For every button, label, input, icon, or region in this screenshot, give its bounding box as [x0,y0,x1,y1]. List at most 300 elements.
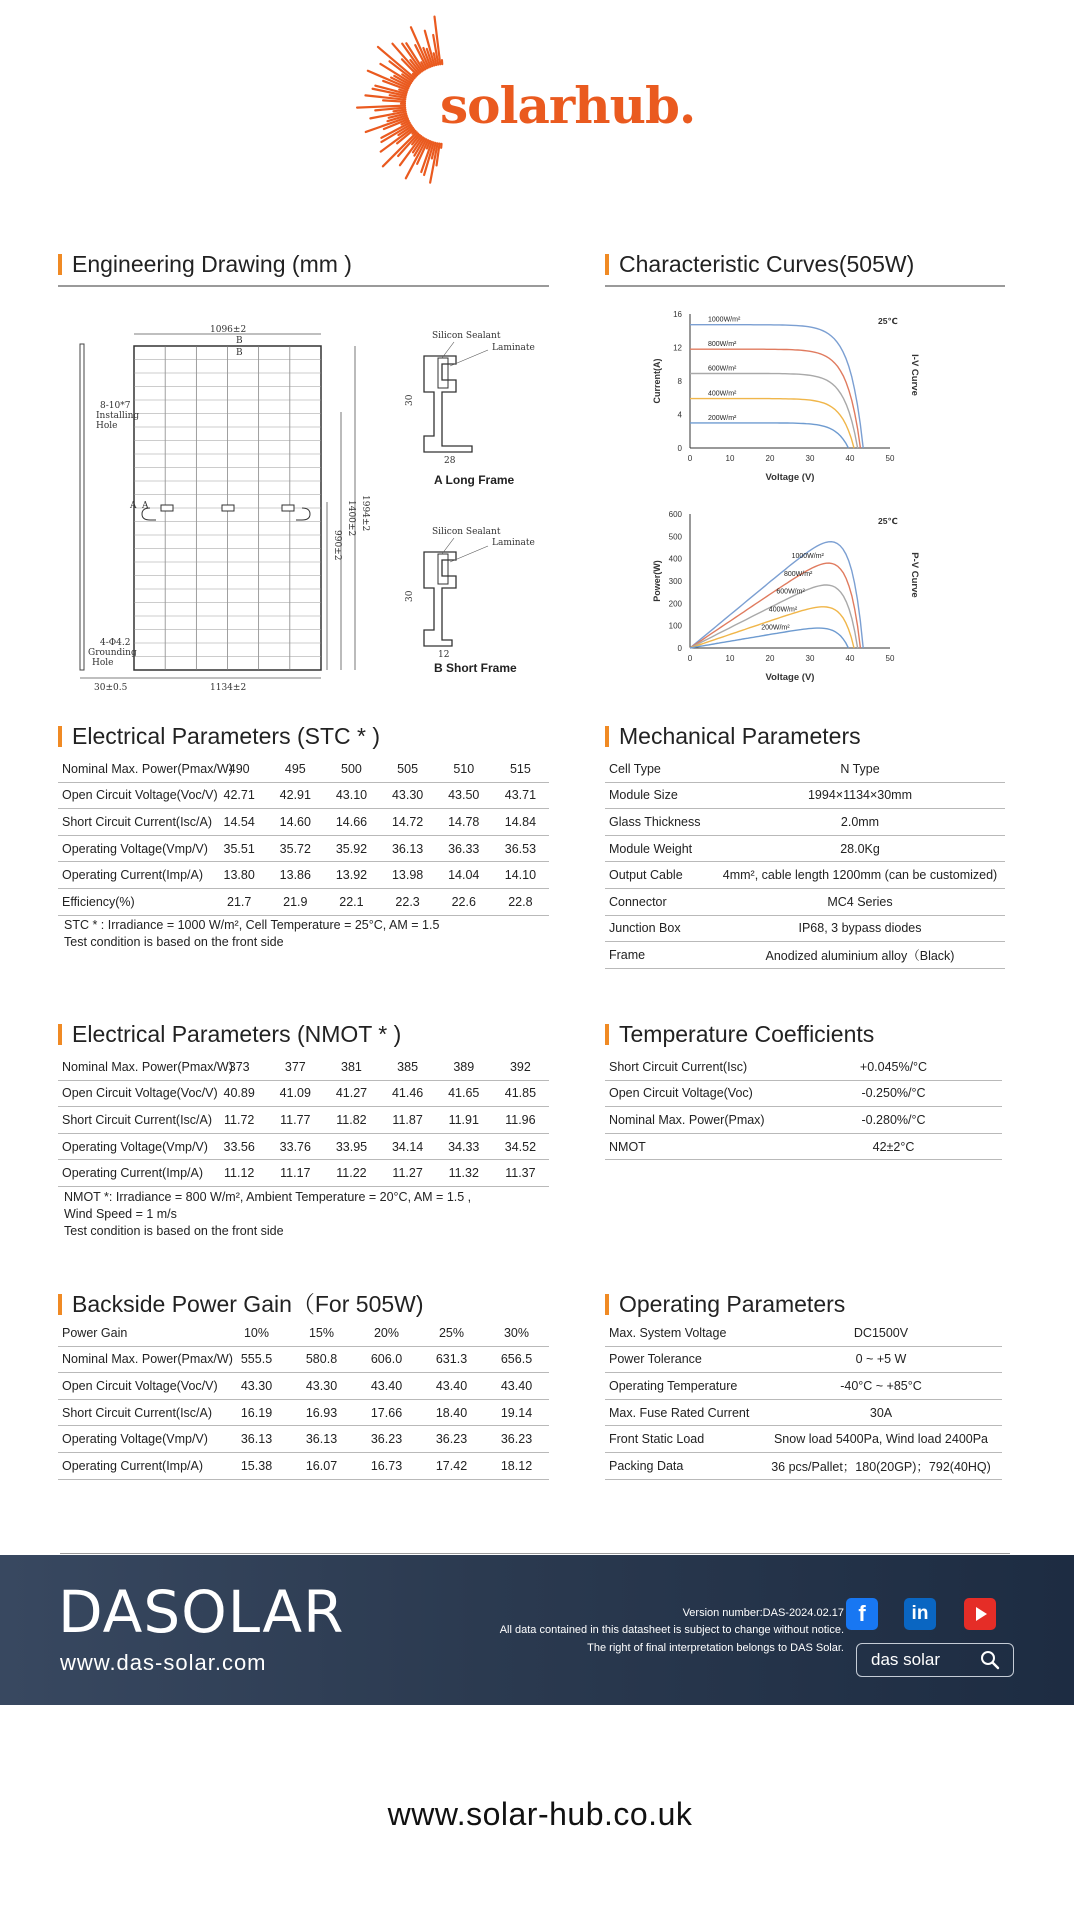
series-label: 1000W/m² [791,553,824,561]
cell-value: 19.14 [484,1399,549,1426]
cell-value: 13.80 [211,862,267,889]
table-row [605,1426,1002,1453]
row-label: Nominal Max. Power(Pmax/W) [58,756,211,782]
cell-value: 15% [289,1320,354,1346]
cell-value: 33.76 [267,1133,323,1160]
cell-value: 13.92 [323,862,379,889]
junction-box [282,505,294,511]
cell-value: 10% [224,1320,289,1346]
row-label: Short Circuit Current(Isc) [605,1054,785,1080]
dim-12: 12 [438,650,450,660]
cell-value: 11.37 [492,1160,549,1187]
cell-value: 36 pcs/Pallet；180(20GP)；792(40HQ) [760,1452,1002,1479]
cell-value: 606.0 [354,1346,419,1373]
series-label: 400W/m² [708,390,737,398]
cell-value: 11.22 [323,1160,379,1187]
cell-value: 495 [267,756,323,782]
das-solar-logo: DASOLAR [58,1578,345,1646]
row-label: Power Gain [58,1320,224,1346]
table-row [58,1320,549,1346]
table-row [605,1054,1002,1080]
cell-value: 14.04 [436,862,492,889]
table-row [605,1107,1002,1134]
x-axis-label: Voltage (V) [765,672,815,683]
cell-value: 36.23 [419,1426,484,1453]
table-row [58,1107,549,1134]
temperature-annotation: 25℃ [878,316,898,326]
cell-value: 41.46 [380,1080,436,1107]
x-tick-label: 0 [687,654,693,663]
table-row [58,809,549,836]
table-row [605,942,1005,969]
table-row [605,888,1005,915]
row-label: Operating Current(Imp/A) [58,1160,211,1187]
row-label: Open Circuit Voltage(Voc/V) [58,1373,224,1400]
cell-value: 43.50 [436,782,492,809]
cell-value: 14.66 [323,809,379,836]
cell-value: Snow load 5400Pa, Wind load 2400Pa [760,1426,1002,1453]
cell-value: 389 [436,1054,492,1080]
y-tick-label: 600 [668,510,682,519]
dim-28: 28 [444,456,456,466]
row-label: Short Circuit Current(Isc/A) [58,1399,224,1426]
backside-table [58,1320,549,1480]
y-tick-label: 0 [677,644,682,653]
brand-name: solarhub. [440,76,696,135]
cell-value: 36.23 [484,1426,549,1453]
cell-value: 34.52 [492,1133,549,1160]
cell-value: 15.38 [224,1452,289,1479]
cell-value: N Type [715,756,1005,782]
cell-value: 510 [436,756,492,782]
mark-a: A [142,501,149,511]
x-tick-label: 30 [805,454,815,463]
section-divider [58,285,549,287]
row-label: Operating Voltage(Vmp/V) [58,1426,224,1453]
cell-value: 21.9 [267,888,323,915]
table-row [58,862,549,889]
das-solar-search[interactable] [856,1643,1014,1677]
cell-value: 656.5 [484,1346,549,1373]
laminate-slot [438,358,448,388]
y-tick-label: 8 [677,377,682,386]
series-label: 800W/m² [784,570,813,578]
row-label: Open Circuit Voltage(Voc/V) [58,1080,211,1107]
silicon-sealant-label: Silicon Sealant [432,527,501,537]
cell-value: 11.27 [380,1160,436,1187]
row-label: Max. Fuse Rated Current [605,1399,760,1426]
cell-value: 42±2°C [785,1133,1002,1160]
cell-value: 11.91 [436,1107,492,1134]
table-row [605,1133,1002,1160]
row-label: Cell Type [605,756,715,782]
cell-value: 28.0Kg [715,835,1005,862]
cell-value: 35.92 [323,835,379,862]
cell-value: 4mm², cable length 1200mm (can be customized) [715,862,1005,889]
row-label: Nominal Max. Power(Pmax/W) [58,1346,224,1373]
mark-a: A [130,501,137,511]
search-text: das solar [871,1650,940,1669]
stc-note-line: STC * : Irradiance = 1000 W/m², Cell Temperature = 25°C, AM = 1.5 [64,918,440,932]
cell-value: 20% [354,1320,419,1346]
chart-title: P-V Curve [909,552,920,598]
cell-value: 40.89 [211,1080,267,1107]
y-tick-label: 500 [668,532,682,542]
cell-value: 36.13 [380,835,436,862]
cell-value: 43.40 [484,1373,549,1400]
grounding-hole-label: 4-Φ4.2 [100,638,131,648]
table-row [605,782,1005,809]
x-tick-label: 0 [687,454,693,463]
cell-value: 43.71 [492,782,549,809]
cell-value: 36.53 [492,835,549,862]
y-tick-label: 12 [673,343,682,353]
cell-value: 25% [419,1320,484,1346]
dim-width-top: 1096±2 [210,325,247,335]
cell-value: 11.17 [267,1160,323,1187]
linkedin-icon[interactable]: in [904,1598,936,1630]
row-label: Output Cable [605,862,715,889]
dim-bottom-width: 1134±2 [210,683,247,693]
cable [296,508,310,520]
cell-value: DC1500V [760,1320,1002,1346]
table-row [58,1160,549,1187]
stc-table [58,756,549,916]
cell-value: 43.30 [224,1373,289,1400]
dim-30: 30 [405,394,415,406]
y-axis-label: Power(W) [652,560,662,602]
dim-990: 990±2 [332,530,342,561]
table-row [58,782,549,809]
cell-value: 385 [380,1054,436,1080]
table-row [605,862,1005,889]
cell-value: -40°C ~ +85°C [760,1373,1002,1400]
x-axis-label: Voltage (V) [765,472,815,483]
cell-value: 41.65 [436,1080,492,1107]
y-tick-label: 4 [677,410,682,420]
cell-value: 18.40 [419,1399,484,1426]
table-row [605,1080,1002,1107]
stc-notes [64,917,439,951]
row-label: Short Circuit Current(Isc/A) [58,809,211,836]
cell-value: 35.72 [267,835,323,862]
y-tick-label: 200 [668,599,682,609]
table-row [58,835,549,862]
cell-value: 14.10 [492,862,549,889]
facebook-icon[interactable]: f [846,1598,878,1630]
cell-value: MC4 Series [715,888,1005,915]
cell-value: 16.19 [224,1399,289,1426]
disclaimer-line: The right of final interpretation belongs to DAS Solar. [587,1642,844,1654]
short-frame-caption: B Short Frame [434,661,517,675]
section-title-temperature: Temperature Coefficients [605,1020,874,1048]
cell-value: 11.72 [211,1107,267,1134]
cell-value: 22.6 [436,888,492,915]
table-row [58,1133,549,1160]
section-title-curves: Characteristic Curves(505W) [605,250,914,278]
cell-value: 515 [492,756,549,782]
section-title-nmot: Electrical Parameters (NMOT * ) [58,1020,401,1048]
cell-value: 14.54 [211,809,267,836]
nmot-table [58,1054,549,1187]
cell-value: 14.72 [380,809,436,836]
cell-value: 35.51 [211,835,267,862]
chart-title: I-V Curve [909,354,920,396]
table-row [58,1346,549,1373]
installing-hole-label: Installing [96,411,140,421]
cell-value: 11.82 [323,1107,379,1134]
cell-value: 500 [323,756,379,782]
cell-value: 11.87 [380,1107,436,1134]
row-label: Module Size [605,782,715,809]
row-label: Connector [605,888,715,915]
cell-value: 21.7 [211,888,267,915]
x-tick-label: 10 [725,654,735,663]
laminate-slot [438,554,448,584]
cell-value: 11.12 [211,1160,267,1187]
row-label: Nominal Max. Power(Pmax/W) [58,1054,211,1080]
series-label: 600W/m² [776,588,805,596]
installing-hole-label: 8-10*7 [100,401,131,411]
cell-value: Anodized aluminium alloy（Black) [715,942,1005,969]
table-row [58,756,549,782]
section-title-backside: Backside Power Gain（For 505W) [58,1290,424,1318]
table-row [58,1426,549,1453]
series-label: 1000W/m² [708,316,741,324]
table-row [58,888,549,915]
table-row [605,1399,1002,1426]
cell-value: 41.85 [492,1080,549,1107]
table-row [605,1452,1002,1479]
table-row [605,915,1005,942]
grounding-hole-label: Grounding [88,648,137,658]
x-tick-label: 50 [885,454,895,463]
short-frame-profile [424,552,456,646]
cell-value: IP68, 3 bypass diodes [715,915,1005,942]
cell-value: 22.1 [323,888,379,915]
section-title-operating: Operating Parameters [605,1290,845,1318]
laminate-label: Laminate [492,343,535,353]
row-label: Glass Thickness [605,809,715,836]
mechanical-table [605,756,1005,969]
y-tick-label: 16 [673,310,682,319]
table-row [58,1399,549,1426]
cell-value: 11.96 [492,1107,549,1134]
cell-value: 1994×1134×30mm [715,782,1005,809]
disclaimer-line: All data contained in this datasheet is subject to change without notice. [499,1624,844,1636]
cell-value: 17.66 [354,1399,419,1426]
series-label: 600W/m² [708,365,737,373]
cell-value: 381 [323,1054,379,1080]
laminate-label: Laminate [492,538,535,548]
cell-value: 42.91 [267,782,323,809]
sun-ray [383,100,405,101]
y-axis-label: Current(A) [652,358,662,404]
x-tick-label: 10 [725,454,735,463]
pv-curve-chart [640,500,960,690]
cell-value: 43.40 [354,1373,419,1400]
cell-value: 30% [484,1320,549,1346]
long-frame-caption: A Long Frame [434,473,515,487]
cell-value: 43.30 [289,1373,354,1400]
cell-value: 34.14 [380,1133,436,1160]
cell-value: 11.32 [436,1160,492,1187]
cell-value: 36.13 [289,1426,354,1453]
cell-value: 14.78 [436,809,492,836]
cell-value: 16.93 [289,1399,354,1426]
cell-value: 36.23 [354,1426,419,1453]
table-row [605,835,1005,862]
cell-value: 631.3 [419,1346,484,1373]
cell-value: 0 ~ +5 W [760,1346,1002,1373]
engineering-drawing [58,300,568,695]
grounding-hole-label: Hole [92,658,114,668]
x-tick-label: 20 [765,454,775,463]
table-row [605,756,1005,782]
row-label: Short Circuit Current(Isc/A) [58,1107,211,1134]
iv-curve-chart [640,300,960,490]
row-label: Operating Voltage(Vmp/V) [58,835,211,862]
cell-value: 11.77 [267,1107,323,1134]
cell-value: 43.30 [380,782,436,809]
y-tick-label: 100 [668,621,682,631]
series-label: 800W/m² [708,341,737,349]
junction-box [222,505,234,511]
cell-value: 34.33 [436,1133,492,1160]
youtube-icon[interactable] [964,1598,996,1630]
y-tick-label: 400 [668,554,682,564]
dim-1400: 1400±2 [346,500,356,537]
y-tick-label: 300 [668,577,682,586]
silicon-sealant-label: Silicon Sealant [432,331,501,341]
series-line [690,374,858,449]
y-tick-label: 0 [677,444,682,453]
table-row [58,1054,549,1080]
row-label: Open Circuit Voltage(Voc) [605,1080,785,1107]
series-label: 400W/m² [768,606,798,614]
table-row [605,1373,1002,1400]
table-row [605,1320,1002,1346]
search-icon [979,1649,1001,1671]
row-label: Operating Voltage(Vmp/V) [58,1133,211,1160]
section-title-stc: Electrical Parameters (STC * ) [58,722,380,750]
series-label: 200W/m² [761,624,790,632]
cell-value: 41.27 [323,1080,379,1107]
dim-1994: 1994±2 [360,495,370,532]
cell-value: 42.71 [211,782,267,809]
cell-value: 14.84 [492,809,549,836]
side-profile [80,344,84,670]
mark-b: B [236,336,243,346]
row-label: Junction Box [605,915,715,942]
row-label: Open Circuit Voltage(Voc/V) [58,782,211,809]
x-tick-label: 20 [765,654,775,663]
section-divider [605,285,1005,287]
x-tick-label: 40 [845,454,855,463]
section-title-engineering: Engineering Drawing (mm ) [58,250,352,278]
table-row [58,1080,549,1107]
temperature-table [605,1054,1002,1160]
section-title-mechanical: Mechanical Parameters [605,722,861,750]
row-label: NMOT [605,1133,785,1160]
cell-value: 33.95 [323,1133,379,1160]
row-label: Operating Temperature [605,1373,760,1400]
cell-value: 13.86 [267,862,323,889]
play-icon [964,1598,996,1630]
cell-value: 2.0mm [715,809,1005,836]
operating-table [605,1320,1002,1480]
junction-box [161,505,173,511]
nmot-note-line: Test condition is based on the front side [64,1224,284,1238]
cell-value: 17.42 [419,1452,484,1479]
row-label: Operating Current(Imp/A) [58,862,211,889]
cell-value: 43.10 [323,782,379,809]
series-line [690,423,848,448]
row-label: Nominal Max. Power(Pmax) [605,1107,785,1134]
cell-value: 41.09 [267,1080,323,1107]
footer-divider [60,1553,1010,1554]
table-row [58,1373,549,1400]
nmot-notes [64,1189,471,1240]
mark-b: B [236,348,243,358]
nmot-note-line: Wind Speed = 1 m/s [64,1207,177,1221]
cell-value: 14.60 [267,809,323,836]
table-row [58,1452,549,1479]
cell-value: -0.250%/°C [785,1080,1002,1107]
cell-value: 18.12 [484,1452,549,1479]
dim-bottom-left: 30±0.5 [94,683,128,693]
row-label: Front Static Load [605,1426,760,1453]
cell-value: 30A [760,1399,1002,1426]
cell-value: 16.73 [354,1452,419,1479]
stc-note-line: Test condition is based on the front side [64,935,284,949]
cell-value: -0.280%/°C [785,1107,1002,1134]
row-label: Packing Data [605,1452,760,1479]
cell-value: 377 [267,1054,323,1080]
temperature-annotation: 25℃ [878,516,898,526]
cell-value: 36.13 [224,1426,289,1453]
cell-value: 33.56 [211,1133,267,1160]
cell-value: 580.8 [289,1346,354,1373]
x-tick-label: 30 [805,654,815,663]
row-label: Efficiency(%) [58,888,211,915]
dim-30: 30 [405,590,415,602]
cell-value: 43.40 [419,1373,484,1400]
installing-hole-label: Hole [96,421,118,431]
cell-value: 555.5 [224,1346,289,1373]
cell-value: 490 [211,756,267,782]
table-row [605,809,1005,836]
row-label: Module Weight [605,835,715,862]
row-label: Power Tolerance [605,1346,760,1373]
cell-value: 16.07 [289,1452,354,1479]
cell-value: 505 [380,756,436,782]
cell-value: 36.33 [436,835,492,862]
cell-value: 373 [211,1054,267,1080]
row-label: Operating Current(Imp/A) [58,1452,224,1479]
cell-value: 13.98 [380,862,436,889]
series-line [690,585,858,648]
solarhub-website[interactable]: www.solar-hub.co.uk [387,1796,693,1832]
cell-value: 22.8 [492,888,549,915]
row-label: Max. System Voltage [605,1320,760,1346]
cell-value: +0.045%/°C [785,1054,1002,1080]
row-label: Frame [605,942,715,969]
das-solar-website[interactable]: www.das-solar.com [60,1650,267,1675]
series-label: 200W/m² [708,414,737,422]
nmot-note-line: NMOT *: Irradiance = 800 W/m², Ambient Temperature = 20°C, AM = 1.5 , [64,1190,472,1204]
cell-value: 392 [492,1054,549,1080]
